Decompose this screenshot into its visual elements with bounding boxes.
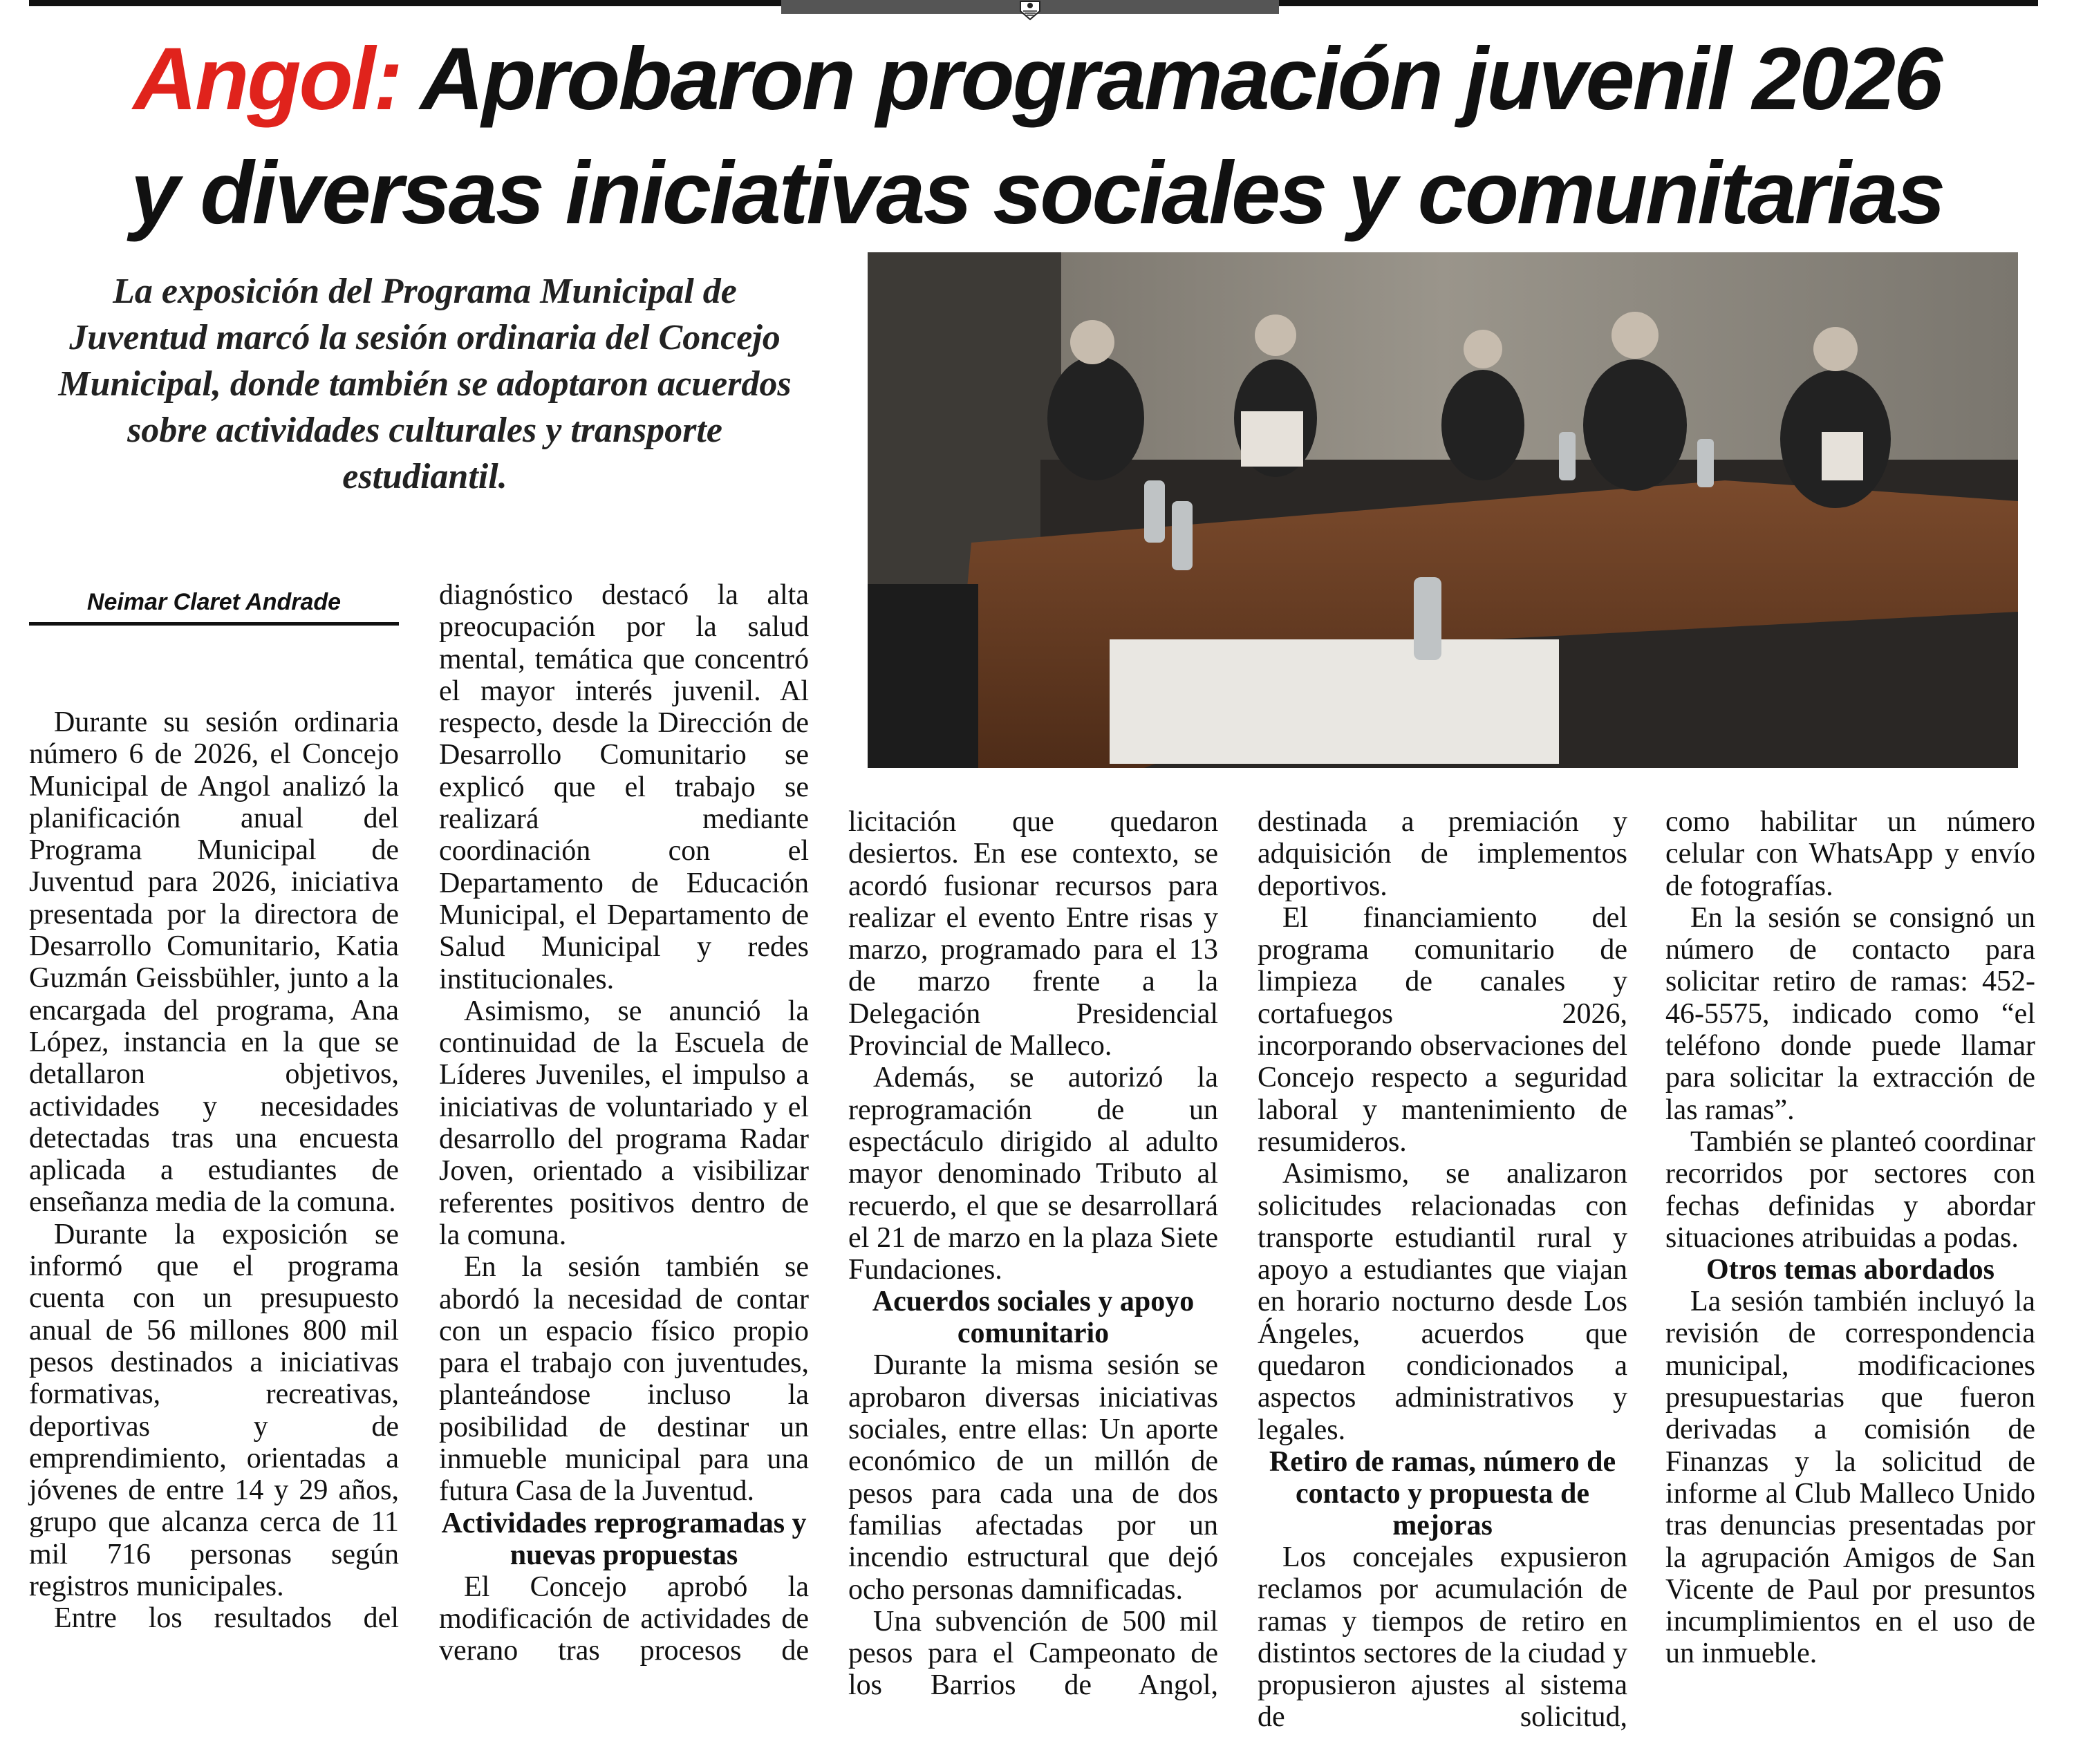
byline: Neimar Claret Andrade	[86, 589, 342, 615]
article-column-4	[1258, 806, 1627, 1734]
paragraph: También se planteó coordinar recorridos por sectores con fechas definidas y abordar situaciones atribuidas a podas.	[1665, 1125, 2035, 1254]
paragraph: Los concejales expusieron reclamos por acumulación de ramas y tiempos de retiro en distintos sectores de la ciudad y propusieron ajustes al sistema de solicitud,	[1258, 1541, 1627, 1734]
paragraph: diagnóstico destacó la alta preocupación por la salud mental, temática que concentró el mayor interés juvenil. Al respecto, desde la Dirección de Desarrollo Comunitario se explicó que el trabajo se realizará mediante coordinación con el Departamento de Educación Municipal, el Departamento de Salud Municipal y redes institucionales.	[439, 579, 809, 995]
headline-line-1	[0, 28, 2074, 131]
subheading: Actividades reprogramadas y nuevas propuestas	[441, 1507, 807, 1571]
newspaper-emblem-icon	[1016, 0, 1044, 21]
paragraph: En la sesión se consignó un número de contacto para solicitar retiro de ramas: 452-46-5575, indicado como “el teléfono donde puede llamar para solicitar la extracción de las ramas”.	[1665, 901, 2035, 1126]
paragraph: Una subvención de 500 mil pesos para el Campeonato de los Barrios de Angol,	[848, 1605, 1218, 1702]
article-deck: La exposición del Programa Municipal de Juventud marcó la sesión ordinaria del Concejo Municipal, donde también se adoptaron acuerdos sobre actividades culturales y transporte estudiantil.	[58, 272, 792, 496]
paragraph: como habilitar un número celular con WhatsApp y envío de fotografías.	[1665, 806, 2035, 902]
paragraph: Durante su sesión ordinaria número 6 de 2026, el Concejo Municipal de Angol analizó la planificación anual del Programa Municipal de Juventud para 2026, iniciativa presentada por la directora de Desarrollo Comunitario, Katia Guzmán Geissbühler, junto a la encargada del programa, Ana López, instancia en la que se detallaron objetivos, actividades y necesidades detectadas tras una encuesta aplicada a estudiantes de enseñanza media de la comuna.	[29, 706, 399, 1219]
paragraph: El Concejo aprobó la modificación de actividades de verano tras procesos de	[439, 1570, 809, 1667]
headline-kicker: Angol:	[133, 30, 401, 129]
paragraph: La sesión también incluyó la revisión de correspondencia municipal, modificaciones presupuestarias que fueron derivadas a comisión de Finanzas y la solicitud de informe al Club Malleco Unido tras denuncias presentadas por la agrupación Amigos de San Vicente de Paul por presuntos incumplimientos en el uso de un inmueble.	[1665, 1286, 2035, 1670]
headline-line-2: y diversas iniciativas sociales y comunitarias	[130, 144, 1944, 243]
paragraph: En la sesión también se abordó la necesidad de contar con un espacio físico propio para el trabajo con juventudes, planteándose incluso la posibilidad de destinar un inmueble municipal para una futura Casa de la Juventud.	[439, 1251, 809, 1508]
paragraph: Asimismo, se anunció la continuidad de la Escuela de Líderes Juveniles, el impulso a iniciativas de voluntariado y el desarrollo del programa Radar Joven, orientado a visibilizar referentes positivos dentro de la comuna.	[439, 995, 809, 1251]
paragraph: Asimismo, se analizaron solicitudes relacionadas con transporte estudiantil rural y apoyo a estudiantes que viajan en horario nocturno desde Los Ángeles, acuerdos que quedaron condicionados a aspectos administrativos y legales.	[1258, 1158, 1627, 1446]
byline-rule	[29, 622, 399, 626]
paragraph: Durante la exposición se informó que el programa cuenta con un presupuesto anual de 56 millones 800 mil pesos destinados a iniciativas formativas, recreativas, deportivas y de emprendimiento, orientadas a jóvenes de entre 14 y 29 años, grupo que alcanza cerca de 11 mil 716 personas según registros municipales.	[29, 1218, 399, 1603]
article-column-2	[439, 579, 809, 1667]
paragraph: Además, se autorizó la reprogramación de un espectáculo dirigido al adulto mayor denominado Tributo al recuerdo, el que se desarrollará el 21 de marzo en la plaza Siete Fundaciones.	[848, 1062, 1218, 1286]
subheading: Retiro de ramas, número de contacto y propuesta de mejoras	[1269, 1445, 1616, 1541]
paragraph: Durante la misma sesión se aprobaron diversas iniciativas sociales, entre ellas: Un aporte económico de un millón de pesos para cada una de dos familias afectadas por un incendio estructural que dejó ocho personas damnificadas.	[848, 1349, 1218, 1606]
article-column-3	[848, 806, 1218, 1702]
article-column-5	[1665, 806, 2035, 1670]
paragraph: licitación que quedaron desiertos. En ese contexto, se acordó fusionar recursos para realizar el evento Entre risas y marzo, programado para el 13 de marzo frente a la Delegación Presidencial Provincial de Malleco.	[848, 806, 1218, 1062]
council-session-photo	[868, 252, 2018, 768]
paragraph: Entre los resultados del	[54, 1602, 399, 1635]
headline-text-1: Aprobaron programación juvenil 2026	[420, 30, 1941, 129]
subheading: Otros temas abordados	[1706, 1254, 1994, 1286]
paragraph: destinada a premiación y adquisición de implementos deportivos.	[1258, 806, 1627, 902]
subheading: Acuerdos sociales y apoyo comunitario	[872, 1286, 1195, 1350]
article-column-1	[29, 706, 399, 1635]
paragraph: El financiamiento del programa comunitario de limpieza de canales y cortafuegos 2026, incorporando observaciones del Concejo respecto a seguridad laboral y mantenimiento de resumideros.	[1258, 901, 1627, 1158]
